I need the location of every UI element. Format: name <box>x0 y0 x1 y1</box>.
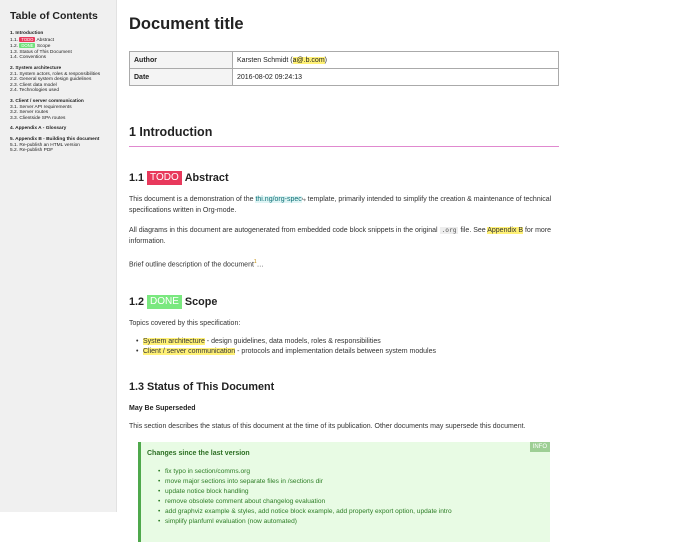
changes-list <box>165 467 550 527</box>
metadata-table <box>129 51 559 86</box>
toc-label: System actors, roles & responsibilities <box>19 71 101 77</box>
toc-number: 2.1. <box>10 71 19 77</box>
done-tag: DONE <box>147 295 182 309</box>
inline-code: .org <box>441 227 457 234</box>
scope-list <box>143 337 559 357</box>
toc-subsection-link[interactable] <box>10 148 116 154</box>
toc-number: 1.4. <box>10 55 19 61</box>
toc-number: 1.1. <box>10 37 19 43</box>
meta-row-date <box>130 69 559 86</box>
toc-group <box>10 99 116 121</box>
scope-heading <box>129 295 559 309</box>
document-body <box>129 0 559 542</box>
footnote-link[interactable]: 1 <box>253 259 257 265</box>
toc-group <box>10 137 116 154</box>
toc-section-link[interactable]: 1. Introduction <box>10 31 44 36</box>
toc-subsection-link[interactable] <box>10 55 116 61</box>
list-item: • remove obsolete comment about changelog evaluation <box>165 497 550 507</box>
meta-row-author <box>130 52 559 69</box>
toc-section-link[interactable]: 3. Client / server communication <box>10 98 84 104</box>
toc-section-link[interactable]: 5. Appendix B - Building this document <box>10 136 100 142</box>
status-text: This section describes the status of this document at the time of its publication. Other documents may supersede this document. <box>129 423 526 431</box>
author-name: Karsten Schmidt ( <box>237 56 293 64</box>
toc-label: Re-publish an HTML version <box>19 142 80 148</box>
toc-label: General system design guidelines <box>19 77 92 83</box>
meta-date-key: Date <box>130 69 233 86</box>
abstract-heading <box>129 171 559 185</box>
scope-intro: Topics covered by this specification: <box>129 319 241 327</box>
text: This document is a demonstration of the <box>129 196 256 203</box>
meta-author-key: Author <box>130 52 233 69</box>
info-notice-block <box>138 442 550 542</box>
toc-number: 5.2. <box>10 148 19 154</box>
toc-subsection-link[interactable] <box>10 43 116 50</box>
toc-subsection-link[interactable] <box>10 37 116 44</box>
text: for more information. <box>129 227 552 245</box>
toc-section-link[interactable]: 4. Appendix A - Glossary <box>10 126 67 132</box>
toc-group <box>10 31 116 61</box>
table-of-contents <box>0 0 117 512</box>
author-email-link[interactable]: a@.b.com <box>292 56 325 64</box>
meta-date-value: 2016-08-02 09:24:13 <box>233 69 559 86</box>
toc-number: 3.1. <box>10 104 19 110</box>
abstract-paragraph-2 <box>129 226 559 247</box>
toc-groups <box>10 31 116 154</box>
topic-description: - protocols and implementation details between system modules <box>235 348 436 356</box>
toc-label: Scope <box>36 44 51 50</box>
toc-number: 1.2. <box>10 44 19 50</box>
meta-author-value <box>233 52 559 69</box>
toc-label: Re-publish PDF <box>19 148 54 154</box>
list-item <box>143 337 559 347</box>
scope-number: 1.2 <box>129 295 145 308</box>
abstract-paragraph-3 <box>129 257 559 271</box>
superseded-subheading: May Be Superseded <box>129 405 196 413</box>
toc-number: 1.3. <box>10 49 19 55</box>
toc-subsection-link[interactable] <box>10 116 116 122</box>
info-badge: INFO <box>530 442 550 452</box>
text: file. See <box>458 227 488 234</box>
text: Brief outline description of the document <box>129 261 254 269</box>
toc-group <box>10 66 116 94</box>
toc-number: 2.3. <box>10 82 19 88</box>
toc-status-tag: DONE <box>21 43 34 49</box>
toc-section-link[interactable]: 2. System architecture <box>10 65 62 71</box>
topic-description: - design guidelines, data models, roles & responsibilities <box>204 338 381 346</box>
status-heading: 1.3 Status of This Document <box>129 381 275 394</box>
list-item <box>143 347 559 357</box>
toc-number: 2.4. <box>10 88 19 94</box>
toc-label: Server routes <box>19 110 49 116</box>
topic-link[interactable]: System architecture <box>143 338 205 346</box>
text: template, primarily intended to simplify the creation & maintenance of technical specifications written in Org-mode. <box>129 196 552 214</box>
toc-label: Status of This Document <box>19 49 72 55</box>
list-item: • add graphviz example & styles, add notice block example, add property export option, update intro <box>165 507 550 517</box>
changes-title: Changes since the last version <box>147 449 250 457</box>
list-item: • move major sections into separate files in /sections dir <box>165 477 550 487</box>
document-title: Document title <box>129 15 244 33</box>
toc-subsection-link[interactable] <box>10 88 116 94</box>
toc-number: 3.3. <box>10 115 19 121</box>
toc-label: Technologies used <box>19 88 60 94</box>
text: All diagrams in this document are autogenerated from embedded code block snippets in the original <box>129 227 440 234</box>
section-introduction-heading: 1 Introduction <box>129 125 559 147</box>
org-spec-link[interactable]: thi.ng/org-spec <box>255 196 302 203</box>
toc-label: Clientside SPA routes <box>19 115 66 121</box>
todo-tag: TODO <box>147 171 182 185</box>
list-item: • simplify planfuml evaluation (now automated) <box>165 517 550 527</box>
toc-number: 3.2. <box>10 110 19 116</box>
external-link-icon: ⤷ <box>301 196 306 203</box>
list-item: • update notice block handling <box>165 487 550 497</box>
list-item: • fix typo in section/comms.org <box>165 467 550 477</box>
abstract-number: 1.1 <box>129 172 145 184</box>
text: … <box>256 261 264 269</box>
toc-label: Client data model <box>19 82 57 88</box>
abstract-title: Abstract <box>184 172 229 184</box>
toc-label: Conventions <box>19 55 47 61</box>
toc-number: 2.2. <box>10 77 19 83</box>
abstract-paragraph-1 <box>129 195 559 216</box>
toc-number: 5.1. <box>10 142 19 148</box>
author-close: ) <box>324 56 327 64</box>
toc-status-tag: TODO <box>21 36 34 42</box>
topic-link[interactable]: Client / server communication <box>143 348 236 356</box>
appendix-b-link[interactable]: Appendix B <box>487 227 524 234</box>
scope-title: Scope <box>184 295 218 308</box>
toc-heading: Table of Contents <box>10 10 98 22</box>
toc-label: Abstract <box>36 37 55 43</box>
toc-label: Server API requirements <box>19 104 72 110</box>
toc-group <box>10 126 116 132</box>
